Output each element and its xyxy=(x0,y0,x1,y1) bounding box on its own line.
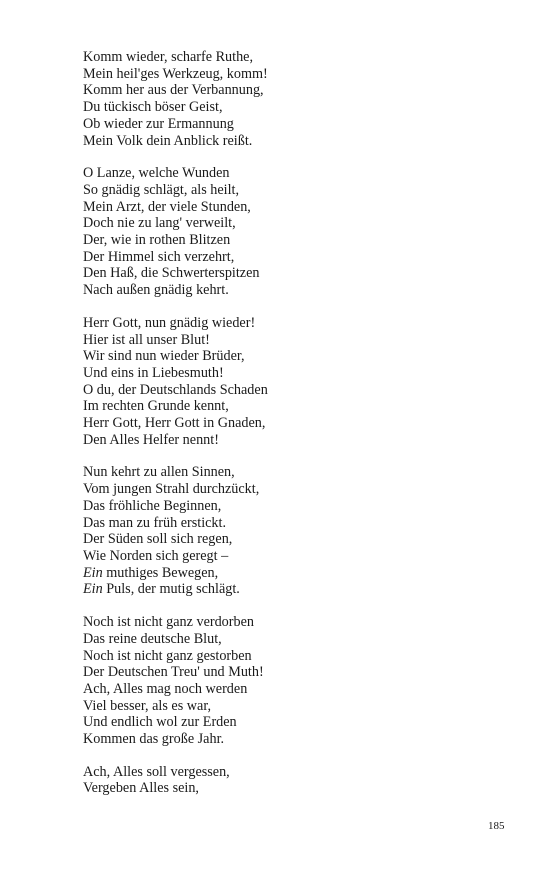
poem-line: Mein Arzt, der viele Stunden, xyxy=(83,198,251,215)
poem-line: Ach, Alles soll vergessen, xyxy=(83,763,230,780)
poem-line: Der, wie in rothen Blitzen xyxy=(83,232,231,249)
poem-line: Den Haß, die Schwerterspitzen xyxy=(83,265,260,282)
poem-line: So gnädig schlägt, als heilt, xyxy=(83,181,240,198)
poem-line: Vergeben Alles sein, xyxy=(83,780,199,797)
poem-line: Viel besser, als es war, xyxy=(83,697,212,714)
poem-line: Den Alles Helfer nennt! xyxy=(83,431,219,448)
poem-line: Doch nie zu lang' verweilt, xyxy=(83,215,236,232)
poem-line: Der Deutschen Treu' und Muth! xyxy=(83,664,264,681)
poem-line: Mein heil'ges Werkzeug, komm! xyxy=(83,65,268,82)
poem-line: Das man zu früh erstickt. xyxy=(83,514,227,531)
stanza xyxy=(83,315,523,449)
poem-line: Wir sind nun wieder Brüder, xyxy=(83,348,245,365)
poem-line xyxy=(83,581,523,598)
poem-line: Vom jungen Strahl durchzückt, xyxy=(83,481,260,498)
stanza xyxy=(83,49,523,149)
poem-line: O Lanze, welche Wunden xyxy=(83,165,230,182)
poem-line: Komm her aus der Verbannung, xyxy=(83,82,264,99)
poem-line: Noch ist nicht ganz gestorben xyxy=(83,647,252,664)
stanza xyxy=(83,165,523,299)
poem-line: Das fröhliche Beginnen, xyxy=(83,497,222,514)
stanza xyxy=(83,614,523,748)
poem-line: Wie Norden sich geregt – xyxy=(83,547,229,564)
poem-body xyxy=(83,49,523,813)
page-number: 185 xyxy=(488,820,505,832)
poem-line: Du tückisch böser Geist, xyxy=(83,99,223,116)
poem-line: Im rechten Grunde kennt, xyxy=(83,398,229,415)
stanza xyxy=(83,464,523,598)
poem-line: Mein Volk dein Anblick reißt. xyxy=(83,132,253,149)
poem-line: Komm wieder, scharfe Ruthe, xyxy=(83,49,254,65)
poem-line: Nach außen gnädig kehrt. xyxy=(83,282,229,299)
poem-line: Herr Gott, Herr Gott in Gnaden, xyxy=(83,415,266,432)
line-text: Puls, der mutig schlägt. xyxy=(102,581,240,598)
poem-line: Das reine deutsche Blut, xyxy=(83,630,222,647)
stanza xyxy=(83,764,523,797)
poem-line: Noch ist nicht ganz verdorben xyxy=(83,614,254,631)
poem-line: Und eins in Liebesmuth! xyxy=(83,364,224,381)
poem-line: Ob wieder zur Ermannung xyxy=(83,115,234,132)
poem-line: Kommen das große Jahr. xyxy=(83,731,225,748)
poem-line: Der Himmel sich verzehrt, xyxy=(83,248,235,265)
poem-line: O du, der Deutschlands Schaden xyxy=(83,381,268,398)
poem-line: Ach, Alles mag noch werden xyxy=(83,680,248,697)
poem-line: Und endlich wol zur Erden xyxy=(83,714,237,731)
line-text: muthiges Bewegen, xyxy=(102,564,219,581)
poem-line xyxy=(83,565,523,582)
emphasized-word: Ein xyxy=(83,581,103,598)
poem-line: Herr Gott, nun gnädig wieder! xyxy=(83,314,256,331)
poem-line: Nun kehrt zu allen Sinnen, xyxy=(83,464,235,481)
poem-line: Der Süden soll sich regen, xyxy=(83,531,233,548)
emphasized-word: Ein xyxy=(83,564,103,581)
poem-line: Hier ist all unser Blut! xyxy=(83,331,210,348)
